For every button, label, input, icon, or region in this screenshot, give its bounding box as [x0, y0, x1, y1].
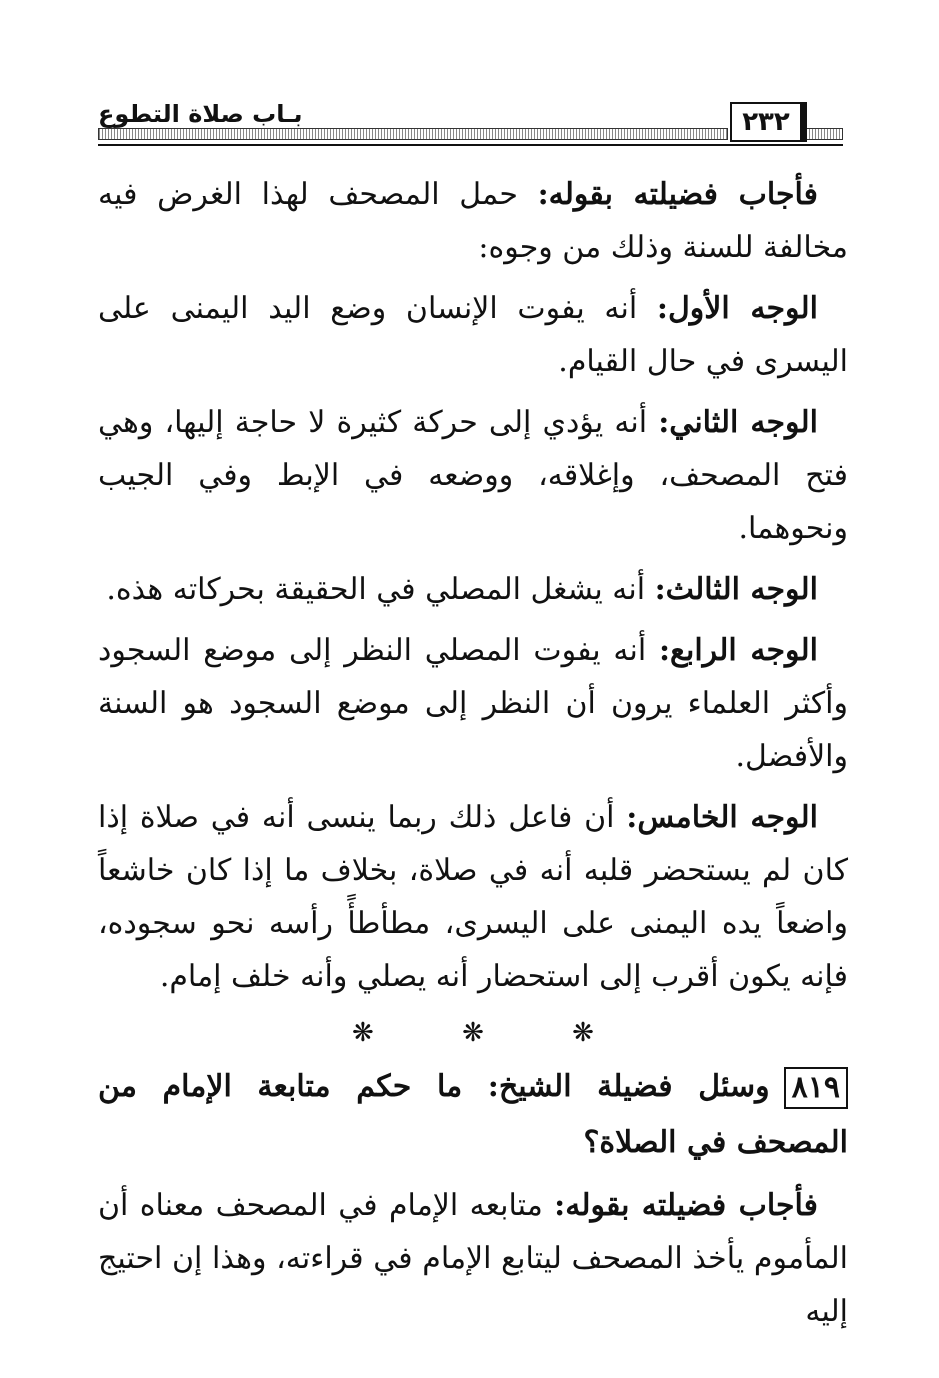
header-ornament-stripe-right [805, 128, 843, 140]
paragraph-point-5 [98, 791, 848, 1003]
section-separator: ❋ ❋ ❋ [352, 1018, 634, 1048]
paragraph-text: متابعه الإمام في المصحف معناه أن المأموم يأخذ المصحف ليتابع الإمام في قراءته، وهذا إن احتيج إليه [98, 1188, 848, 1329]
paragraph-lead: الوجه الأول: [656, 291, 818, 326]
question-number: ٨١٩ [784, 1067, 848, 1109]
header-rule [98, 144, 843, 146]
page-number: ٢٣٢ [730, 102, 807, 142]
paragraph-text: أن فاعل ذلك ربما ينسى أنه في صلاة إذا كان لم يستحضر قلبه أنه في صلاة، بخلاف ما إذا كان خاشعاً واضعاً يده اليمنى على اليسرى، مطأطأً رأسه نحو سجوده، فإنه يكون أقرب إلى استحضار أنه يصلي وأنه خلف إمام. [98, 800, 848, 994]
header-ornament-stripe [98, 128, 728, 140]
paragraph-answer-intro [98, 168, 848, 274]
page-body [98, 168, 848, 1346]
paragraph-text: أنه يفوت الإنسان وضع اليد اليمنى على اليسرى في حال القيام. [98, 291, 848, 379]
paragraph-text: أنه يفوت المصلي النظر إلى موضع السجود وأكثر العلماء يرون أن النظر إلى موضع السجود هو السنة والأفضل. [98, 633, 848, 774]
question-text: وسئل فضيلة الشيخ: ما حكم متابعة الإمام من المصحف في الصلاة؟ [98, 1069, 848, 1160]
paragraph-text: حمل المصحف لهذا الغرض فيه مخالفة للسنة وذلك من وجوه: [98, 177, 848, 265]
paragraph-text: أنه يؤدي إلى حركة كثيرة لا حاجة إليها، وهي فتح المصحف، وإغلاقه، ووضعه في الإبط وفي الجيب ونحوهما. [98, 405, 848, 546]
chapter-title: بـاب صلاة التطوع [98, 100, 303, 128]
paragraph-point-3 [98, 563, 848, 616]
paragraph-point-4 [98, 624, 848, 783]
paragraph-point-1 [98, 282, 848, 388]
page-header [98, 100, 843, 150]
paragraph-lead: الوجه الرابع: [658, 633, 818, 668]
paragraph-lead: الوجه الثاني: [658, 405, 818, 440]
paragraph-answer [98, 1179, 848, 1338]
paragraph-text: أنه يشغل المصلي في الحقيقة بحركاته هذه. [106, 572, 655, 607]
paragraph-lead: الوجه الخامس: [626, 800, 818, 835]
paragraph-lead: فأجاب فضيلته بقوله: [554, 1188, 818, 1223]
paragraph-lead: الوجه الثالث: [654, 572, 818, 607]
paragraph-lead: فأجاب فضيلته بقوله: [537, 177, 818, 212]
paragraph-point-2 [98, 396, 848, 555]
question-block [98, 1059, 848, 1171]
